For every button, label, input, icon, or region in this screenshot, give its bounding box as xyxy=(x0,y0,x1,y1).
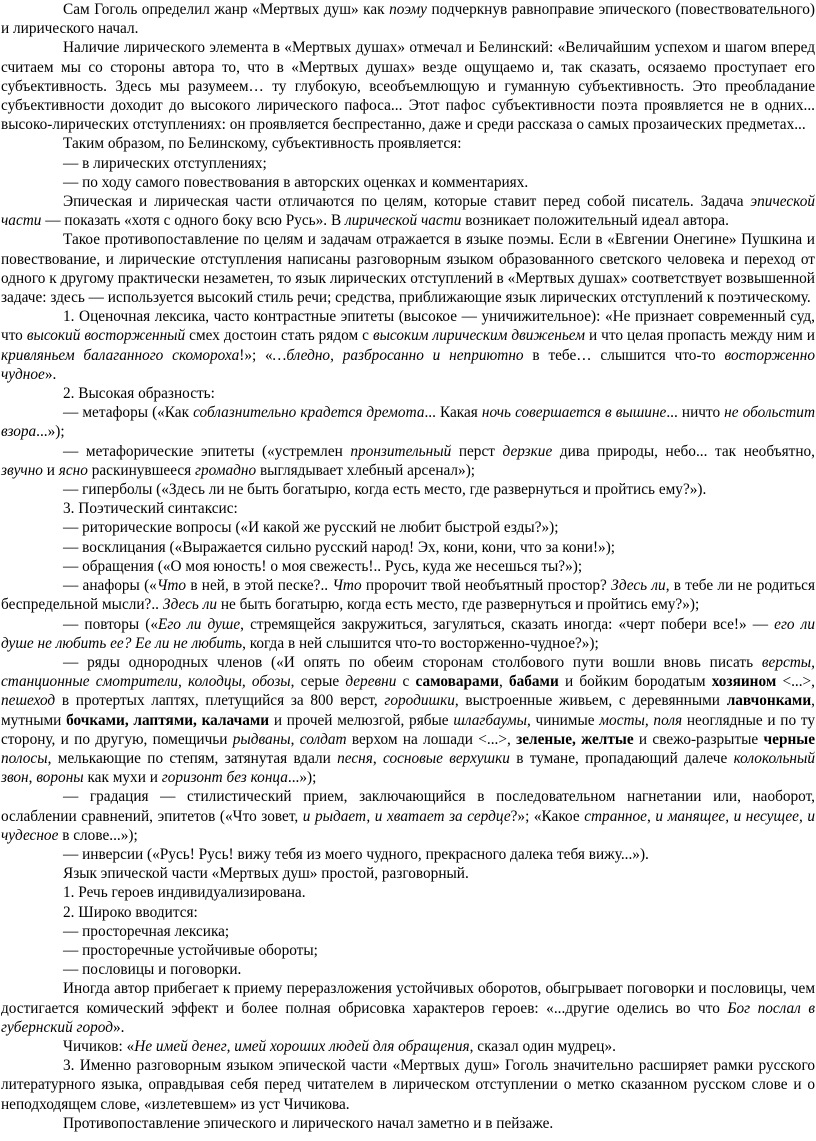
italic-text: деревни xyxy=(345,673,397,691)
italic-text: городишки xyxy=(384,692,455,710)
text-run: — риторические вопросы («И какой же русский не любит быстрой езды?»); xyxy=(63,519,559,537)
italic-text: эпической части xyxy=(1,193,815,230)
text-run: как мухи и xyxy=(83,769,162,787)
text-run: Язык эпической части «Мертвых душ» простой, разговорный. xyxy=(63,865,469,883)
text-run: в протертых лаптях, плетущийся за 800 верст, xyxy=(55,692,385,710)
paragraph xyxy=(1,1037,815,1056)
text-run: пророчит твой необъятный простор? xyxy=(361,577,612,595)
paragraph xyxy=(1,538,815,557)
italic-text: вороны xyxy=(36,769,84,787)
text-run: ...»); xyxy=(36,423,65,441)
paragraph xyxy=(1,845,815,864)
text-run: Чичиков: « xyxy=(63,1037,135,1055)
italic-text: восторженно чудное xyxy=(1,346,815,383)
text-run: !»; « xyxy=(239,346,273,364)
bold-text: лавчонками xyxy=(726,692,812,710)
italic-text: версты, станционные смотрители, колодцы, обозы xyxy=(1,653,815,691)
text-run: 2. Высокая образность: xyxy=(63,385,215,403)
text-run: , чинимые xyxy=(527,711,600,729)
text-run: и xyxy=(42,461,59,479)
italic-text: Его ли душе xyxy=(157,615,241,633)
bold-text: бочками, лаптями, калачами xyxy=(66,711,270,729)
paragraph xyxy=(1,499,815,518)
text-run: , сказал один мудрец». xyxy=(469,1037,616,1055)
paragraph xyxy=(1,192,815,230)
text-run: — обращения («О моя юность! о моя свежесть!.. Русь, куда же несешься ты?»); xyxy=(63,557,583,575)
italic-text: поэму xyxy=(389,1,427,18)
italic-text: высокий восторженный xyxy=(26,327,186,345)
italic-text: …бледно, разбросанно и неприютно xyxy=(272,346,524,364)
italic-text: соблазнительно крадется дремота xyxy=(193,404,425,422)
text-run: не быть богатырю, когда есть место, где развернуться и пройтись ему?»); xyxy=(217,596,700,614)
text-run: ...»); xyxy=(287,769,317,787)
text-run: , мутными xyxy=(1,692,815,729)
italic-text: Здесь ли xyxy=(611,577,666,595)
text-run: , выстроенные живьем, с деревянными xyxy=(454,692,727,710)
text-run: — просторечная лексика; xyxy=(63,922,230,940)
paragraph xyxy=(1,960,815,979)
text-run: в тумане, пропадающий далече xyxy=(509,749,734,767)
text-run: смех достоин стать рядом с xyxy=(185,327,373,345)
italic-text: дерзкие xyxy=(502,442,553,460)
text-run: дива природы, небо... так необъятно, xyxy=(552,442,816,460)
text-run: , стремящейся закружиться, загуляться, сказать иногда: «черт побери все!» — xyxy=(240,615,775,633)
text-run: Противопоставление эпического и лирического начал заметно и в пейзаже. xyxy=(63,1114,554,1132)
paragraph xyxy=(1,173,815,192)
text-run: , xyxy=(28,769,37,787)
paragraph xyxy=(1,787,815,845)
text-run: — анафоры (« xyxy=(63,577,157,595)
italic-text: Что xyxy=(332,577,362,595)
text-run: — инверсии («Русь! Русь! вижу тебя из моего чудного, прекрасного далека тебя вижу...»). xyxy=(63,845,649,863)
text-run: , xyxy=(290,730,300,748)
italic-text: песня xyxy=(337,749,373,767)
text-run: Эпическая и лирическая части отличаются по целям, которые ставит перед собой писатель. Задача xyxy=(63,193,751,211)
text-run: выглядывает хлебный арсенал»); xyxy=(256,461,476,479)
paragraph xyxy=(1,0,815,38)
bold-text: хозяином xyxy=(711,673,777,691)
text-run: 3. Именно разговорным языком эпической части «Мертвых душ» Гоголь значительно расширяет рамки русского литературного языка, оправдывая себя перед читателем в лирическом отступлении о метко сказанном русском слове и о неподходящем слове, «излетевшем» из уст Чичикова. xyxy=(1,1057,815,1113)
italic-text: странное xyxy=(584,807,647,825)
text-run: , xyxy=(372,749,384,767)
text-run: ». xyxy=(44,365,57,383)
paragraph xyxy=(1,134,815,153)
text-run: 1. Оценочная лексика, часто контрастные эпитеты (высокое — уничижительное): «Не признает современный суд, что xyxy=(1,308,815,345)
italic-text: пронзительный xyxy=(350,442,452,460)
italic-text: Здесь ли xyxy=(162,596,218,614)
text-run: подчеркнув равноправие эпического (повествовательного) и лирического начал. xyxy=(1,1,815,38)
text-run: Иногда автор прибегает к приему переразложения устойчивых оборотов, обыгрывает поговорки и пословицы, чем достигается комический эффект и более полная обрисовка характеров героев: «...другие оделись во что xyxy=(1,980,815,1017)
paragraph xyxy=(1,576,815,614)
italic-text: полосы xyxy=(1,749,48,767)
italic-text: высоким лирическим движеньем xyxy=(372,327,585,345)
text-run: , xyxy=(498,673,509,691)
italic-text: громадно xyxy=(195,461,257,479)
text-run: — градация — стилистический прием, заключающийся в последовательном нагнетании или, наоборот, ослаблении сравнений, эпитетов («Что зовет, xyxy=(1,788,815,825)
paragraph xyxy=(1,922,815,941)
paragraph xyxy=(1,384,815,403)
text-run: — метафорические эпитеты («устремлен xyxy=(63,442,351,460)
text-run: 2. Широко вводится: xyxy=(63,903,198,921)
text-run: ». xyxy=(113,1018,125,1036)
text-run: — по ходу самого повествования в авторских оценках и комментариях. xyxy=(63,173,529,191)
text-run: — ряды однородных членов («И опять по обеим сторонам столбового пути вошли вновь писать xyxy=(63,653,762,671)
italic-text: сосновые верхушки xyxy=(383,749,510,767)
italic-text: и манящее, и несущее, и чудесное xyxy=(1,807,816,844)
text-run: — восклицания («Выражается сильно русский народ! Эх, кони, кони, что за кони!»); xyxy=(63,538,616,556)
text-run: в слове...»); xyxy=(58,826,138,844)
text-run: , серые xyxy=(290,673,346,691)
paragraph xyxy=(1,615,815,653)
italic-text: Бог послал в губернский город xyxy=(1,999,815,1036)
text-run: и бойким бородатым xyxy=(558,673,712,691)
paragraph xyxy=(1,1056,815,1114)
paragraph xyxy=(1,979,815,1037)
paragraph xyxy=(1,480,815,499)
italic-text: кривляньем балаганного скомороха xyxy=(1,346,240,364)
bold-text: черные xyxy=(763,730,816,748)
text-run: — в лирических отступлениях; xyxy=(63,154,267,172)
paragraph xyxy=(1,883,815,902)
paragraph xyxy=(1,653,815,787)
text-run: , xyxy=(646,807,656,825)
text-run: и что целая пропасть между ним и xyxy=(584,327,815,345)
text-run: неоглядные и по ту сторону, и по другую, помещичьи xyxy=(1,711,815,748)
text-run: Наличие лирического элемента в «Мертвых душах» отмечал и Белинский: «Величайшим успехом и шагом вперед считаем мы со стороны автора то, что в «Мертвых душах» везде ощущаемо и, так сказать, осязаемо проступает его субъективность. Здесь мы разумеем… ту глубокую, всеобъемлющую и гуманную субъективность. Это преобладание субъективности доходит до высокого лирического пафоса... Этот пафос субъективности поэта проявляется не в одних... высоко-лирических отступлениях: он проявляется беспрестанно, даже и среди рассказа о самых прозаических предметах... xyxy=(1,39,815,134)
paragraph xyxy=(1,903,815,922)
italic-text: и рыдает, и хватает за сердце xyxy=(302,807,511,825)
text-run: 3. Поэтический синтаксис: xyxy=(63,500,238,518)
text-run: ... Какая xyxy=(424,404,482,422)
italic-text: мосты, поля xyxy=(599,711,683,729)
italic-text: его ли душе не любить ее? Ее ли не любить xyxy=(1,615,815,652)
text-run: в ней, в этой песке?.. xyxy=(186,577,333,595)
paragraph xyxy=(1,518,815,537)
text-run: ... ничто xyxy=(666,404,725,422)
italic-text: рыдваны xyxy=(232,730,291,748)
italic-text: Не имей денег, имей хороших людей для обращения xyxy=(134,1037,470,1055)
paragraph xyxy=(1,403,815,441)
text-run: с xyxy=(396,673,416,691)
italic-text: горизонт без конца xyxy=(161,769,288,787)
text-run: , в тебе ли не родиться беспредельной мысли?.. xyxy=(1,577,815,614)
paragraph xyxy=(1,1114,815,1133)
paragraph xyxy=(1,154,815,173)
bold-text: бабами xyxy=(508,673,559,691)
paragraph xyxy=(1,442,815,480)
text-run: и прочей мелюзгой, рябые xyxy=(269,711,454,729)
bold-text: зеленые, желтые xyxy=(516,730,634,748)
text-run: — гиперболы («Здесь ли не быть богатырю, когда есть место, где развернуться и пройтись ему?»). xyxy=(63,481,707,499)
italic-text: солдат xyxy=(299,730,347,748)
text-run: — просторечные устойчивые обороты; xyxy=(63,941,318,959)
italic-text: шлагбаумы xyxy=(453,711,528,729)
text-run: — показать «хотя с одного боку всю Русь». В xyxy=(41,212,345,230)
text-run: Сам Гоголь определил жанр «Мертвых душ» как xyxy=(63,1,390,18)
bold-text: самоварами xyxy=(415,673,499,691)
paragraph xyxy=(1,557,815,576)
paragraph xyxy=(1,941,815,960)
paragraph xyxy=(1,307,815,384)
text-run: Таким образом, по Белинскому, субъективность проявляется: xyxy=(63,135,462,153)
text-run: ?»; «Какое xyxy=(510,807,585,825)
paragraph xyxy=(1,864,815,883)
text-run: , когда в ней слышится что-то восторженно-чудное?»); xyxy=(242,634,599,652)
italic-text: ясно xyxy=(58,461,88,479)
italic-text: Что xyxy=(156,577,187,595)
text-run: перст xyxy=(451,442,503,460)
text-run: раскинувшееся xyxy=(87,461,196,479)
text-run: — пословицы и поговорки. xyxy=(63,961,242,979)
text-run: возникает положительный идеал автора. xyxy=(461,212,729,230)
italic-text: звучно xyxy=(1,461,43,479)
text-run: и свежо-разрытые xyxy=(633,730,764,748)
text-run: , мелькающие по степям, затянутая вдали xyxy=(47,749,338,767)
text-run: — повторы (« xyxy=(63,615,158,633)
text-run: <...>, xyxy=(776,673,815,691)
text-run: в тебе… слышится что-то xyxy=(523,346,725,364)
italic-text: ночь совершается в вышине xyxy=(481,404,667,422)
text-run: 1. Речь героев индивидуализирована. xyxy=(63,884,306,902)
italic-text: пешеход xyxy=(1,692,56,710)
text-run: — метафоры («Как xyxy=(63,404,194,422)
paragraph xyxy=(1,38,815,134)
italic-text: лирической части xyxy=(344,212,462,230)
paragraph xyxy=(1,230,815,307)
italic-text: колокольный звон xyxy=(1,749,816,787)
italic-text: не обольстит взора xyxy=(1,404,815,441)
text-run: Такое противопоставление по целям и задачам отражается в языке поэмы. Если в «Евгении Онегине» Пушкина и повествование, и лирические отступления написаны разговорным языком образованного светского человека и переход от одного к другому практически незаметен, то язык лирических отступлений в «Мертвых душах» соответствует возвышенной задаче: здесь — используется высокий стиль речи; средства, приближающие язык лирических отступлений к поэтическому. xyxy=(1,231,815,307)
text-run: верхом на лошади <...>, xyxy=(346,730,517,748)
